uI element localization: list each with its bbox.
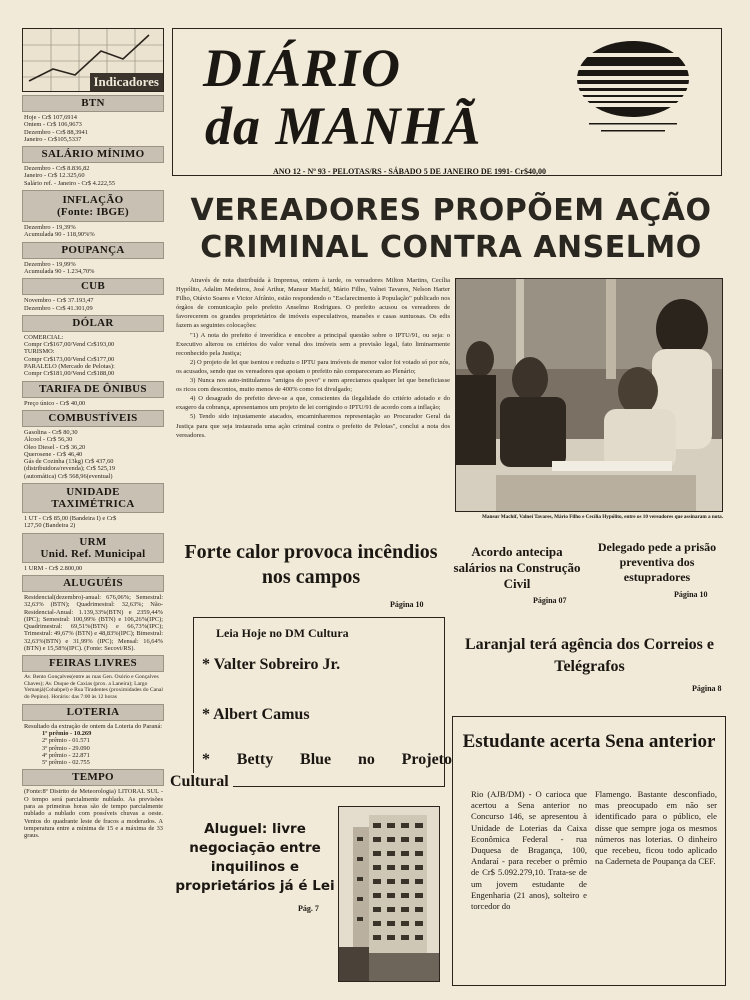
loteria-prize: 1º prêmio - 10.269 [42, 729, 92, 737]
councillors-photo [455, 278, 723, 512]
laranjal-headline[interactable]: Laranjal terá agência dos Correios e Telégrafos [465, 636, 714, 675]
alugueis-title: ALUGUÉIS [22, 575, 164, 592]
cub-title: CUB [22, 278, 164, 295]
sena-headline[interactable]: Estudante acerta Sena anterior [462, 731, 716, 752]
poupanca-line: Dezembro - 19,99% [24, 260, 76, 268]
salario-title: SALÁRIO MÍNIMO [22, 146, 164, 163]
masthead [172, 28, 722, 176]
cub-section [22, 278, 164, 312]
aluguel-page-ref: Pág. 7 [298, 904, 319, 913]
urm-line: 1 URM - Cr$ 2.800,00 [24, 564, 83, 572]
combustiveis-line: Óleo Diesel - Cr$ 36,20 [24, 443, 86, 451]
inflacao-line: Dezembro - 19,39% [24, 224, 76, 232]
combustiveis-line: Querosene - Cr$ 46,40 [24, 450, 83, 458]
combustiveis-line: Álcool - Cr$ 56,30 [24, 436, 73, 444]
feiras-title: FEIRAS LIVRES [22, 655, 164, 672]
building-photo [338, 806, 440, 982]
acordo-page-ref: Página 07 [533, 596, 567, 605]
urm-section [22, 533, 164, 572]
headline-line1: VEREADORES PROPÕEM AÇÃO [190, 193, 712, 228]
combustiveis-title: COMBUSTÍVEIS [22, 410, 164, 427]
lead-paragraph: 4) O desagrado do prefeito deve-se a que, conscientes da ilegalidade do critério adotado e do exagero da cobrança, apresentamos um projeto de lei corrigindo o IPTU/91 de acordo com a inflação; [176, 395, 450, 412]
tempo-title: TEMPO [22, 769, 164, 786]
sena-column: Rio (AJB/DM) - O carioca que acertou a Sena anterior no Concurso 146, se apresentou à Unidade de Loterias da Caixa Econômica Federal - rua Duquesa de Bragança, 100, Andaraí - para receber o prêmio de Cr$ 5.092.279,10. Trata-se de um jovem estudante de Engenharia (21 anos), solteiro e torcedor do [471, 789, 587, 912]
onibus-line: Preço único - Cr$ 40,00 [24, 399, 86, 407]
cub-line: Novembro - Cr$ 37.193,47 [24, 297, 94, 305]
combustiveis-line: Gasolina - Cr$ 80,30 [24, 428, 78, 436]
loteria-prize: 3º prêmio - 29.090 [42, 744, 90, 752]
inflacao-line: Acumulada 90 - 118,90%% [24, 231, 95, 239]
calor-headline[interactable]: Forte calor provoca incêndios nos campos [184, 541, 438, 588]
feiras-text: Av. Bento Gonçalves(entre as ruas Gen. Osório e Gonçalves Chaves); Av. Duque de Caxias (prox. a Laneira); Largo Yemanjá(Cohabpel) e Rua Tiradentes (proximidades do Canal do Pepino). Horário: das 7:00 às 12 horas [24, 674, 163, 701]
aluguel-headline[interactable]: Aluguel: livre negociação entre inquilinos e proprietários já é Lei [175, 821, 335, 894]
feiras-section [22, 655, 164, 700]
inflacao-section [22, 190, 164, 239]
lead-paragraph: 3) Nunca nos auto-intitulamos "amigos do povo" e nem apreciamos qualquer lei que beneficiasse os ricos com descontos, muito menos de 400% como foi divulgado; [176, 377, 450, 394]
poupanca-title: POUPANÇA [22, 242, 164, 259]
loteria-section [22, 704, 164, 767]
lead-paragraph: 5) Tendo sido injustamente atacados, encaminharemos representação ao Procurador Geral da Justiça para que seja instaurada uma ação criminal contra o prefeito de Pelotas", conclui a nota dos vereadores. [176, 413, 450, 439]
dolar-line: PARALELO (Mercado de Pelotas): [24, 363, 115, 371]
taximetrica-line: 127,50 (Bandeira 2) [24, 522, 76, 530]
cultura-item-cont: Cultural [170, 773, 233, 791]
onibus-section [22, 381, 164, 407]
indicators-logo [22, 28, 164, 92]
cultura-item[interactable]: * Betty Blue no Projeto [202, 751, 452, 768]
dolar-line: TURISMO: [24, 348, 55, 356]
dolar-line: Compr Cr$181,00/Vend Cr$188,00 [24, 370, 115, 378]
taximetrica-subtitle: TAXIMÉTRICA [51, 498, 135, 511]
dolar-line: COMERCIAL: [24, 333, 64, 341]
main-headline [176, 192, 726, 266]
combustiveis-line: (distribuidora/revenda); Cr$ 525,19 [24, 465, 116, 473]
loteria-title: LOTERIA [22, 704, 164, 721]
tempo-text: (Fonte:8º Distrito de Meteorologia) LITORAL SUL - O tempo será parcialmente nublado. As previsões para as primeiras horas são de tempo parcialmente nublado a nublado com possíveis chuvas a oeste. Ventos do quadrante leste de fracos a moderados. A temperatura entre a mínima de 15 e a máxima de 33 graus. [24, 788, 163, 840]
sena-column: Flamengo. Bastante desconfiado, mas preocupado em não ser identificado para o público, ele disse que sempre joga os mesmos números nas loterias. O dinheiro que recebeu, ficou todo aplicado na Caderneta de Poupança da CEF. [595, 789, 717, 867]
inflacao-subtitle: (Fonte: IBGE) [56, 206, 130, 219]
photo-image [456, 279, 723, 512]
loteria-prize: 5º prêmio - 02.755 [42, 759, 90, 767]
alugueis-text: Residencial(dezembro)-anual: 676,06%; Semestral: 32,63% (BTN); Quadrimestral: 32,63%; Não-Residencial-Anual: 1.139,33%(BTN) e 2359,44%(IPC); Semestral: 100,99% (BTN) e 106,26%(IPC); Quadrimestral: 69,51%(BTN) e 66,73%(IPC); Trimestral: 49,67% (BTN) e 48,83%(IPC); Bimestral: 32,63%(BTN) e 31,99% (IPC); Mensal: 16,64%(BTN) e 15,58%(IPC). (Fonte: Secovi/RS). [24, 593, 163, 652]
acordo-headline[interactable]: Acordo antecipa salários na Construção Civil [453, 544, 581, 591]
aluguel-article [176, 800, 444, 986]
cultura-item[interactable]: * Albert Camus [202, 706, 310, 723]
inflacao-title: INFLAÇÃO [62, 194, 124, 207]
poupanca-line: Acumulada 90 - 1.234,70% [24, 267, 95, 275]
btn-line: Hoje - Cr$ 107,6914 [24, 114, 77, 121]
combustiveis-section [22, 410, 164, 480]
urm-title: URM [79, 535, 107, 548]
salario-section [22, 146, 164, 187]
edition-info: ANO 12 - Nº 93 - PELOTAS/RS - SÁBADO 5 DE JANEIRO DE 1991- Cr$40,00 [273, 167, 546, 176]
combustiveis-line: (automática) Cr$ 568,96(eventual) [24, 472, 113, 480]
photo-caption: Mansur Machif, Valnei Tavares, Mário Filho e Cecília Hypólito, entre os 10 vereadores que assinaram a nota. [481, 514, 723, 520]
alugueis-section [22, 575, 164, 652]
sena-article [452, 716, 726, 986]
laranjal-page-ref: Página 8 [692, 684, 722, 693]
salario-line: Salário ref. - Janeiro - Cr$ 4.222,55 [24, 179, 116, 187]
salario-line: Janeiro - Cr$ 12.325,60 [24, 172, 85, 180]
headline-line2: CRIMINAL CONTRA ANSELMO [200, 230, 702, 265]
btn-line: Dezembro - Cr$ 88,3941 [24, 128, 88, 136]
combustiveis-line: Gás de Cozinha (13kg) Cr$ 437,60 [24, 458, 114, 466]
cultura-title: Leia Hoje no DM Cultura [216, 626, 349, 640]
loteria-prize: 2º prêmio - 01.571 [42, 737, 90, 745]
delegado-headline[interactable]: Delegado pede a prisão preventiva dos estupradores [597, 540, 717, 584]
dolar-line: Compr Cr$173,00/Vend Cr$177,00 [24, 355, 115, 363]
lead-paragraph: Através de nota distribuída à Imprensa, ontem à tarde, os vereadores Milton Martins, Cecília Hypólito, Adalim Medeiros, José Arthur, Mansur Machif, Mário Filho, Valnei Tavares, Nelson Harter Filho, Otávio Soares e Victor Afrânio, estão respondendo o "Esclarecimento à População" publicado nos órgãos de comunicação pelo prefeito Anselmo Rodrigues. O prefeito acusou os vereadores de favorecerem os grandes proprietários de imóveis especulativos, mansões e casas suntuosas. Os edis fazem as seguintes colocações: [176, 277, 450, 330]
cub-line: Dezembro - Cr$ 41.301,09 [24, 304, 93, 312]
loteria-intro: Resultado da extração de ontem da Loteria do Paraná: [24, 722, 163, 730]
dolar-title: DÓLAR [22, 315, 164, 332]
calor-page-ref: Página 10 [390, 600, 424, 609]
poupanca-section [22, 242, 164, 276]
tempo-section [22, 769, 164, 839]
btn-title: BTN [22, 95, 164, 112]
urm-subtitle: Unid. Ref. Municipal [40, 547, 146, 560]
loteria-prize: 4º prêmio - 22.871 [42, 751, 90, 759]
btn-line: Ontem - Cr$ 106,9673 [24, 121, 82, 129]
lead-paragraph: 2) O projeto de lei que isentou e reduziu o IPTU para imóveis de menor valor foi votado só por nós, os acusados, sendo que os vereadores que apoiam o prefeito não compareceram ao Plenário; [176, 358, 450, 375]
btn-section [22, 95, 164, 143]
indicators-label: Indicadores [90, 73, 164, 91]
newspaper-title-line2: da MANHÃ [205, 96, 482, 156]
newspaper-title-line1: DIÁRIO [203, 38, 402, 98]
btn-line: Janeiro - Cr$105,5337 [24, 135, 82, 143]
delegado-page-ref: Página 10 [674, 590, 708, 599]
lead-article [176, 276, 450, 440]
dolar-line: Compr Cr$167,00/Vend Cr$193,00 [24, 341, 115, 349]
building-image [339, 807, 440, 982]
salario-line: Dezembro - Cr$ 8.836,82 [24, 165, 90, 173]
indicators-sidebar [22, 28, 164, 986]
taximetrica-title: UNIDADE [66, 486, 120, 499]
sunrise-logo-icon [573, 37, 693, 137]
cultura-item[interactable]: * Valter Sobreiro Jr. [202, 656, 341, 673]
cultura-box [170, 617, 452, 790]
taximetrica-line: 1 UT - Cr$ 85,00 (Bandeira I) e Cr$ [24, 515, 117, 523]
taximetrica-section [22, 483, 164, 530]
dolar-section [22, 315, 164, 378]
lead-paragraph: "1) A nota do prefeito é inverídica e encobre a principal questão sobre o IPTU/91, ou seja: o Executivo alterou os critérios do valor venal dos imóveis sem a previsão legal, fato liminarmente reconhecido pela Justiça; [176, 331, 450, 357]
onibus-title: TARIFA DE ÔNIBUS [22, 381, 164, 398]
